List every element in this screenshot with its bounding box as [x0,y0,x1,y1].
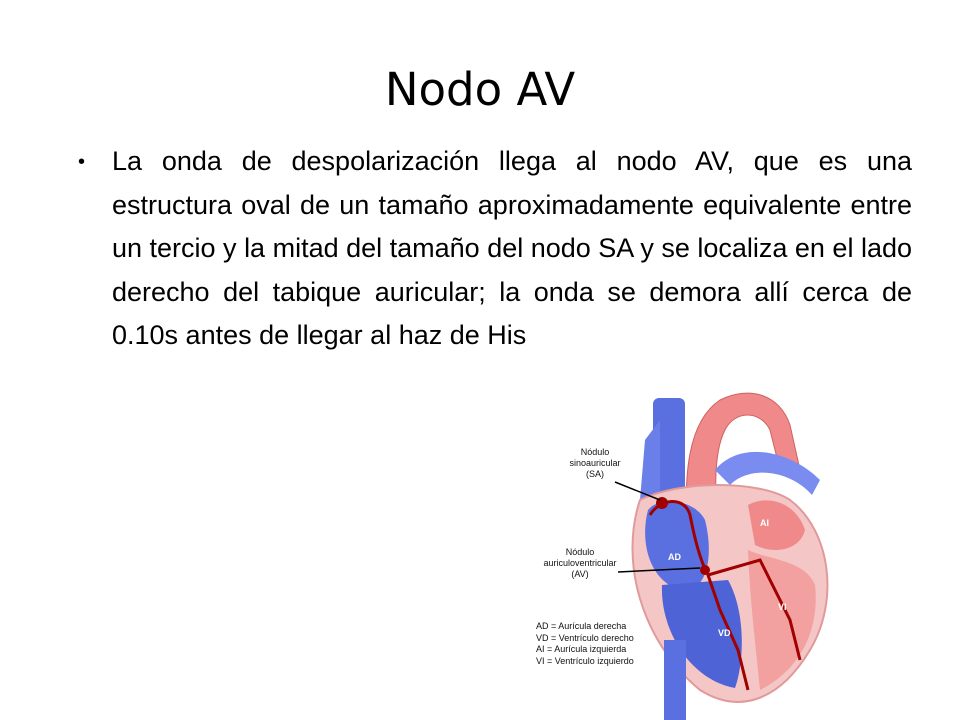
sa-node-label [560,447,630,480]
av-label-line2: auriculoventricular [543,558,617,568]
chamber-ad-label: AD [668,552,681,562]
legend-item: VI = Ventrículo izquierdo [536,655,634,666]
sa-label-line3: (SA) [586,469,604,479]
chamber-vd-label: VD [718,628,731,638]
diagram-legend [536,621,634,667]
inferior-vena-cava [664,640,686,720]
chamber-ai-label: AI [760,518,769,528]
av-label-line3: (AV) [571,569,589,579]
bullet-text: La onda de despolarización llega al nodo AV, que es una estructura oval de un tamaño aproximadamente equivalente entre un tercio y la mitad del tamaño del nodo SA y se localiza en el lado derecho del tabique auricular; la onda se demora allí cerca de 0.10s antes de llegar al haz de His [112,146,912,350]
sa-label-line2: sinoauricular [569,458,621,468]
av-label-line1: Nódulo [565,547,595,557]
sa-label-line1: Nódulo [580,447,610,457]
legend-item: AI = Aurícula izquierda [536,644,627,654]
legend-item: VD = Ventrículo derecho [536,632,634,643]
vein-branch [640,420,660,500]
av-node [700,565,710,575]
chamber-vi-label: VI [778,602,787,612]
bullet-icon: • [78,151,86,173]
av-node-label [535,547,625,580]
legend-item: AD = Aurícula derecha [536,621,627,631]
slide-title: Nodo AV [384,63,576,116]
